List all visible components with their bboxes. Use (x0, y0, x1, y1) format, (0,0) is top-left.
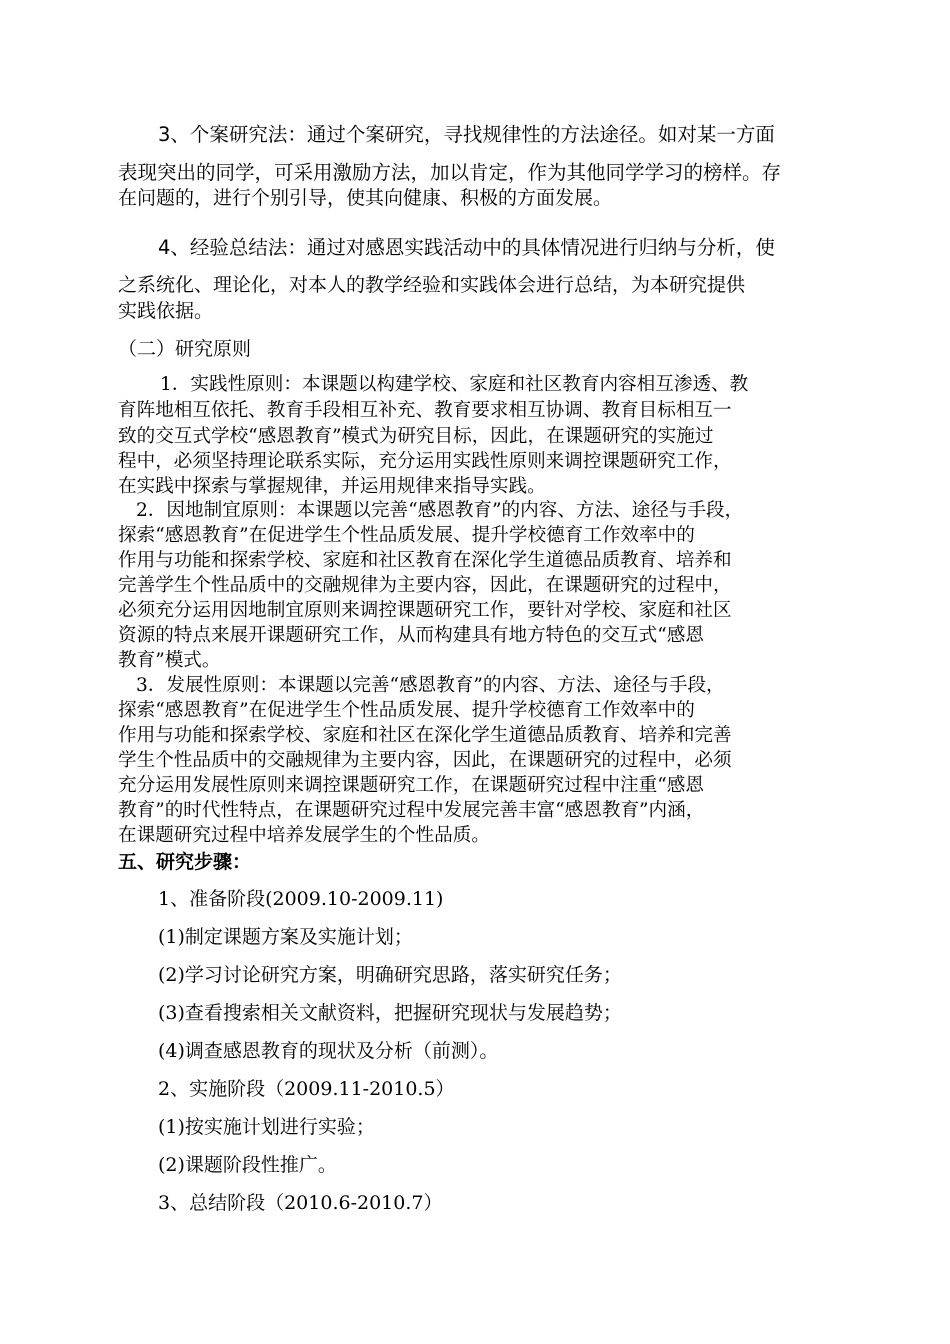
principle3-line-4: 学生个性品质中的交融规律为主要内容，因此，在课题研究的过程中，必须 (118, 750, 732, 771)
step-line-8: (2)课题阶段性推广。 (158, 1154, 337, 1176)
principle3-line-6: 教育”的时代性特点，在课题研究过程中发展完善丰富“感恩教育”内涵， (118, 800, 705, 821)
step-line-7: (1)按实施计划进行实验； (158, 1116, 375, 1138)
principle3-line-3: 作用与功能和探索学校、家庭和社区在深化学生道德品质教育、培养和完善 (118, 725, 732, 746)
method4-line-1: 4、经验总结法：通过对感恩实践活动中的具体情况进行归纳与分析，使 (158, 236, 775, 259)
principle1-line-4: 程中，必须坚持理论联系实际，充分运用实践性原则来调控课题研究工作， (118, 451, 732, 472)
step-line-4: (3)查看搜索相关文献资料，把握研究现状与发展趋势； (158, 1002, 622, 1024)
method4-line-2: 之系统化、理论化，对本人的教学经验和实践体会进行总结，为本研究提供 (118, 274, 746, 296)
principle2-line-7: 教育”模式。 (118, 650, 221, 671)
principle2-line-4: 完善学生个性品质中的交融规律为主要内容，因此，在课题研究的过程中， (118, 575, 732, 596)
step-line-9: 3、总结阶段（2010.6-2010.7） (158, 1192, 443, 1214)
principle2-line-5: 必须充分运用因地制宜原则来调控课题研究工作，要针对学校、家庭和社区 (118, 600, 732, 621)
step-line-6: 2、实施阶段（2009.11-2010.5） (158, 1078, 455, 1100)
step-line-3: (2)学习讨论研究方案，明确研究思路，落实研究任务； (158, 964, 622, 986)
method4-line-3: 实践依据。 (118, 300, 214, 322)
section5-heading: 五、研究步骤： (118, 851, 252, 873)
principle3-line-7: 在课题研究过程中培养发展学生的个性品质。 (118, 825, 490, 846)
principle3-line-1: 3．发展性原则：本课题以完善“感恩教育”的内容、方法、途径与手段， (136, 675, 725, 696)
step-line-1: 1、准备阶段(2009.10-2009.11) (158, 888, 444, 910)
step-line-2: (1)制定课题方案及实施计划； (158, 926, 413, 948)
method3-line-1: 3、个案研究法：通过个案研究，寻找规律性的方法途径。如对某一方面 (158, 123, 775, 146)
step-line-5: (4)调查感恩教育的现状及分析（前测）。 (158, 1040, 499, 1062)
principle2-line-3: 作用与功能和探索学校、家庭和社区教育在深化学生道德品质教育、培养和 (118, 550, 732, 571)
principle1-line-2: 育阵地相互依托、教育手段相互补充、教育要求相互协调、教育目标相互一 (118, 400, 732, 421)
principle1-line-1: 1．实践性原则：本课题以构建学校、家庭和社区教育内容相互渗透、教 (160, 374, 749, 395)
principle1-line-5: 在实践中探索与掌握规律，并运用规律来指导实践。 (118, 476, 546, 497)
principle2-line-6: 资源的特点来展开课题研究工作，从而构建具有地方特色的交互式“感恩 (118, 625, 704, 646)
principle1-line-3: 致的交互式学校“感恩教育”模式为研究目标，因此，在课题研究的实施过 (118, 426, 714, 447)
method3-line-2: 表现突出的同学，可采用激励方法，加以肯定，作为其他同学学习的榜样。存 (118, 161, 782, 184)
principle3-line-2: 探索“感恩教育”在促进学生个性品质发展、提升学校德育工作效率中的 (118, 700, 695, 721)
principles-heading: （二）研究原则 (118, 338, 252, 360)
method3-line-3: 在问题的，进行个别引导，使其向健康、积极的方面发展。 (118, 187, 613, 209)
principle2-line-2: 探索“感恩教育”在促进学生个性品质发展、提升学校德育工作效率中的 (118, 525, 695, 546)
principle3-line-5: 充分运用发展性原则来调控课题研究工作，在课题研究过程中注重“感恩 (118, 775, 704, 796)
principle2-line-1: 2．因地制宜原则：本课题以完善“感恩教育”的内容、方法、途径与手段， (136, 500, 744, 521)
